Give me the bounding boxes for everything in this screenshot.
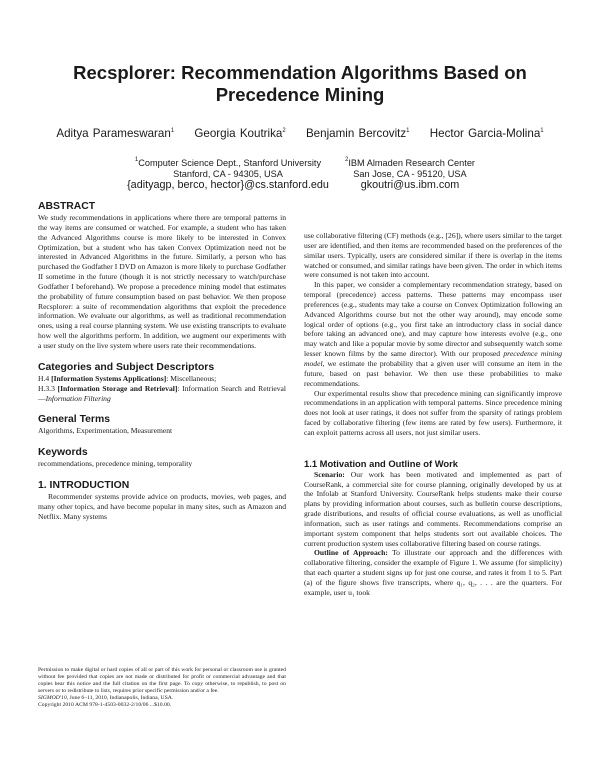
- introduction-heading: 1. INTRODUCTION: [38, 480, 130, 492]
- paragraph: use collaborative filtering (CF) methods (e.g., [26]), where users similar to the target user are identified, and then items are recommended based on the preferences of the similar users. Typically, users are considered similar if there is overlap in the items watched or consumed, and similar ratings have been given. The order in which items were consumed is not taken into account.: [304, 231, 562, 280]
- introduction-paragraph: Recommender systems provide advice on products, movies, web pages, and many other topics, and have become popular in many sites, such as Amazon and Netflix. Many systems: [38, 492, 286, 521]
- paragraph: Our experimental results show that precedence mining can significantly improve recommendations in an application with temporal patterns. Since precedence mining does not look at user ratings, it does not suffer from the sparsity of ratings problem faced by collaborative filtering (few items are rated by few users). Furthermore, it can exploit patterns across all users, not just similar users.: [304, 388, 562, 437]
- author: Hector Garcia-Molina$^1$: [429, 127, 544, 140]
- keywords-heading: Keywords: [38, 447, 88, 459]
- categories-heading: Categories and Subject Descriptors: [38, 361, 215, 373]
- title-line-1: Recsplorer: Recommendation Algorithms Based on: [73, 62, 527, 83]
- general-terms-text: Algorithms, Experimentation, Measurement: [38, 426, 173, 436]
- affiliation-stanford: $^1$Computer Science Dept., Stanford University Stanford, CA - 94305, USA {adityagp, berco, hector}@cs.stanford.edu: [118, 155, 338, 192]
- paragraph: In this paper, we consider a complementary recommendation strategy, based on temporal (precedence) access patterns. These patterns may encompass user preferences (e.g., students may take a course on Convex Optimization following an Advanced Algorithms course but not the other way around), may encode some logical order of options (e.g., you first take an introductory class in social dance before taking an advanced one), and may capture how interests evolve (e.g., one may watch and like a popular movie by some director and subsequently watch some lesser known films by the same director). With our proposed precedence mining model, we estimate the probability that a given user will consume an item in the future, based on past behavior. We then use these probabilities to make recommendations.: [304, 280, 562, 388]
- right-column: [304, 231, 562, 598]
- affiliation-ibm: $^2$IBM Almaden Research Center San Jose, CA - 95120, USA gkoutri@us.ibm.com: [340, 155, 480, 192]
- footnote: [38, 667, 286, 710]
- venue: SIGMOD'10, June 6–11, 2010, Indianapolis, Indiana, USA.: [38, 695, 174, 702]
- keywords-text: recommendations, precedence mining, temporality: [38, 459, 193, 469]
- copyright: Copyright 2010 ACM 978-1-4503-0032-2/10/06 ...$10.00.: [38, 702, 172, 709]
- categories-text: H.4 [Information Systems Applications]: Miscellaneous; H.3.3 [Information Storage and Retrieval]: Information Search and Retrieval—Information Filtering: [38, 373, 286, 403]
- general-terms-heading: General Terms: [38, 414, 110, 426]
- author: Aditya Parameswaran$^1$: [56, 127, 175, 140]
- email: {adityagp, berco, hector}@cs.stanford.edu: [127, 179, 329, 191]
- email: gkoutri@us.ibm.com: [360, 179, 460, 191]
- left-column: [38, 200, 286, 522]
- abstract-text: We study recommendations in applications where there are temporal patterns in the way items are consumed or watched. For example, a student who has taken the Advanced Algorithms course is more likely to be interested in Convex Optimization, but a student who has taken Convex Optimization need not be interested in Advanced Algorithms in the future. Similarly, a person who has purchased the Godfather I DVD on Amazon is more likely to purchase Godfather II sometime in the future (though it is not strictly necessary to watch/purchase Godfather I beforehand). We propose a precedence mining model that estimates the probability of future consumption based on past behavior. We then propose Recsplorer: a suite of recommendation algorithms that exploit the precedence information. We evaluate our algorithms, as well as traditional recommendation ones, using a real course planning system. We use existing transcripts to evaluate how well the algorithms perform. In addition, we augment our experiments with a user study on the live system where users rate their recommendations.: [38, 213, 286, 350]
- permission-notice: Permission to make digital or hard copies of all or part of this work for personal or classroom use is granted without fee provided that copies are not made or distributed for profit or commercial advantage and that copies bear this notice and the full citation on the first page. To copy otherwise, to republish, to post on servers or to redistribute to lists, requires prior specific permission and/or a fee.: [38, 667, 286, 695]
- paragraph: Outline of Approach: To illustrate our approach and the differences with collaborative filtering, consider the example of Figure 1. We assume (for simplicity) that each quarter a student signs up for just one course, and rates it from 1 to 5. Part (a) of the figure shows five transcripts, where q₁, q₂, . . . are the quarters. For example, user u₁ took: [304, 548, 562, 597]
- author: Georgia Koutrika$^2$: [194, 127, 286, 140]
- paper-title: [40, 62, 560, 106]
- paragraph: Scenario: Our work has been motivated and implemented as part of CourseRank, a commercial site for course planning, originally developed by us at the Infolab at Stanford University. CourseRank helps students make their course plans by providing information about courses, such as bulletin course descriptions, grade distributions, and results of official course evaluations, as well as unofficial information, such as user ratings and comments. Recommendations comprise an important system component that helps students sort out available choices. The current production system uses collaborative filtering based on course ratings.: [304, 469, 562, 548]
- author-list: [40, 127, 560, 140]
- abstract-heading: ABSTRACT: [38, 201, 96, 212]
- section-heading: 1.1 Motivation and Outline of Work: [304, 457, 459, 469]
- title-line-2: Precedence Mining: [215, 84, 385, 105]
- author: Benjamin Bercovitz$^1$: [305, 127, 410, 140]
